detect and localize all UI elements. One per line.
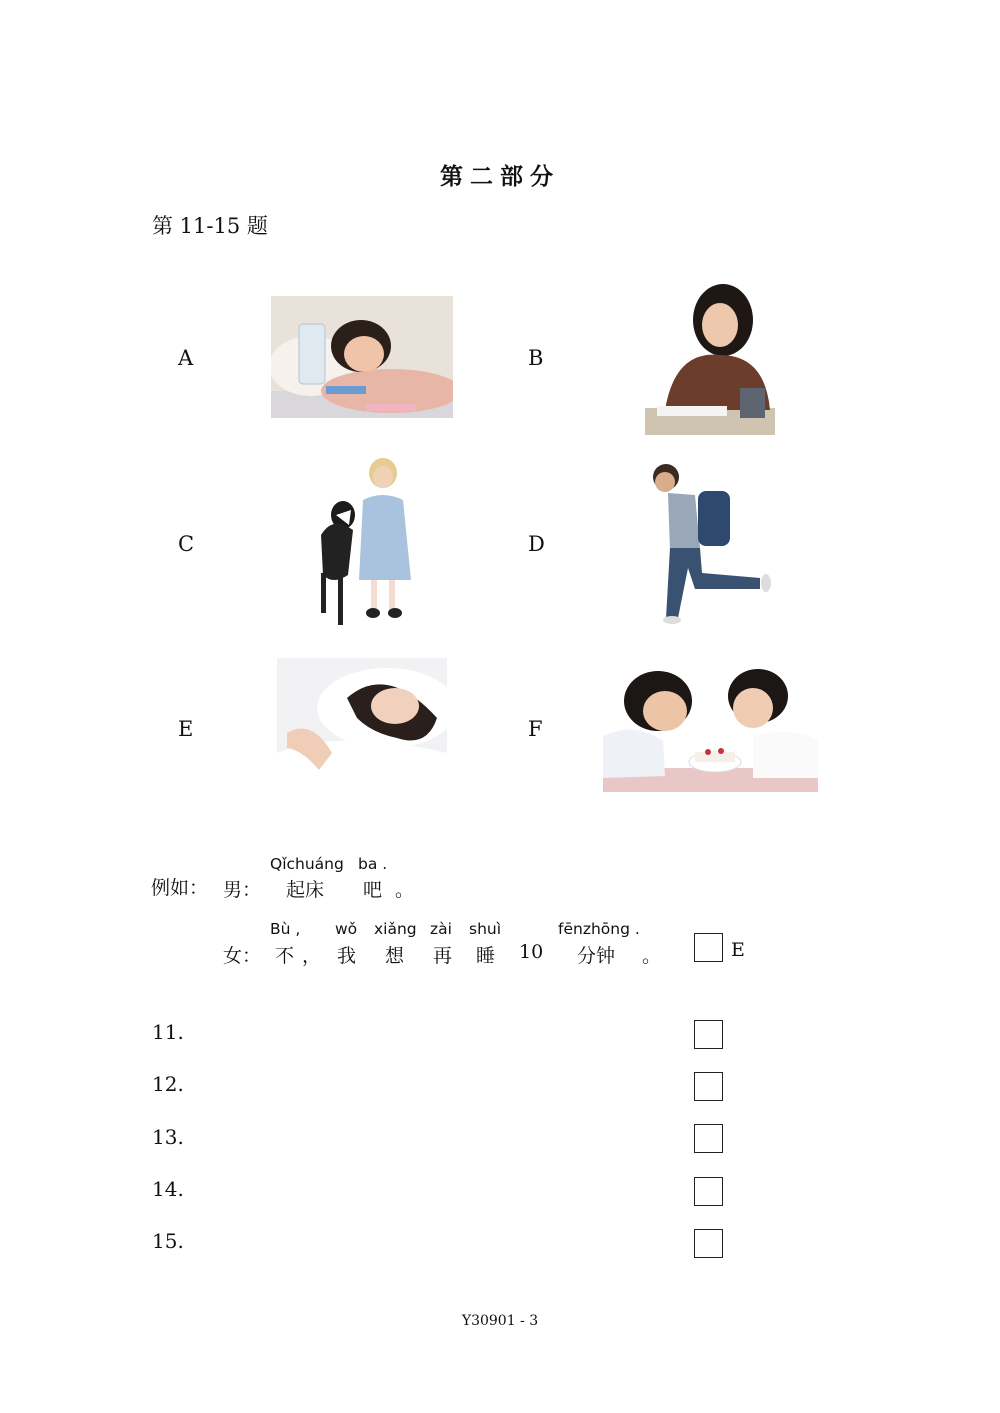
speaker-man: 男： <box>223 879 262 901</box>
boy-running-with-backpack-image <box>640 463 775 625</box>
picture-f <box>603 666 818 792</box>
hanzi-man-2: 吧 <box>363 879 383 901</box>
picture-letter-c: C <box>178 532 195 556</box>
speaker-woman: 女： <box>223 945 262 967</box>
hanzi-woman-1: 不 <box>275 945 295 967</box>
picture-b <box>645 280 775 435</box>
hanzi-woman-4: 想 <box>385 945 405 967</box>
hanzi-man-1: 起床 <box>286 879 325 901</box>
pinyin-man-2: ba . <box>358 855 388 873</box>
picture-letter-a: A <box>178 346 194 370</box>
example-answer-box <box>694 933 723 962</box>
hanzi-woman-5: 再 <box>433 945 453 967</box>
pinyin-woman-6: shuì <box>469 920 502 938</box>
answer-box-12[interactable] <box>694 1072 723 1101</box>
woman-writing-at-desk-image <box>645 280 775 435</box>
picture-letter-e: E <box>178 717 194 741</box>
question-range: 第 11-15 题 <box>152 214 268 238</box>
example-answer: E <box>731 939 745 961</box>
picture-letter-b: B <box>528 346 544 370</box>
pinyin-man-1: Qǐchuáng <box>270 855 344 873</box>
page-footer: Y30901 - 3 <box>461 1313 539 1329</box>
hanzi-man-3: 。 <box>395 879 415 901</box>
example-label: 例如： <box>151 877 209 899</box>
picture-letter-f: F <box>528 717 543 741</box>
hanzi-woman-3: 我 <box>337 945 357 967</box>
hanzi-woman-7: 10 <box>519 941 544 963</box>
woman-sleeping-in-bed-image <box>277 658 447 799</box>
hanzi-woman-9: 。 <box>642 945 662 967</box>
question-number-14: 14. <box>152 1177 184 1201</box>
pinyin-woman-4: xiǎng <box>374 920 417 938</box>
pinyin-woman-3: wǒ <box>335 920 358 938</box>
hanzi-woman-2: ， <box>302 945 322 967</box>
girl-with-dog-image <box>303 455 418 630</box>
pinyin-woman-5: zài <box>430 920 452 938</box>
question-number-13: 13. <box>152 1125 184 1149</box>
section-title: 第二部分 <box>440 163 560 190</box>
picture-letter-d: D <box>528 532 545 556</box>
children-eating-cake-image <box>603 666 818 792</box>
picture-e <box>277 658 447 799</box>
answer-box-14[interactable] <box>694 1177 723 1206</box>
question-number-11: 11. <box>152 1020 184 1044</box>
answer-box-15[interactable] <box>694 1229 723 1258</box>
question-number-15: 15. <box>152 1229 184 1253</box>
answer-box-11[interactable] <box>694 1020 723 1049</box>
pinyin-woman-8: fēnzhōng . <box>558 920 640 938</box>
hanzi-woman-8: 分钟 <box>577 945 616 967</box>
picture-a <box>271 296 453 418</box>
girl-lying-with-medicine-image <box>271 296 453 418</box>
picture-c <box>303 455 418 630</box>
question-number-12: 12. <box>152 1072 184 1096</box>
picture-d <box>640 463 775 625</box>
pinyin-woman-1: Bù , <box>270 920 301 938</box>
answer-box-13[interactable] <box>694 1124 723 1153</box>
hanzi-woman-6: 睡 <box>476 945 496 967</box>
